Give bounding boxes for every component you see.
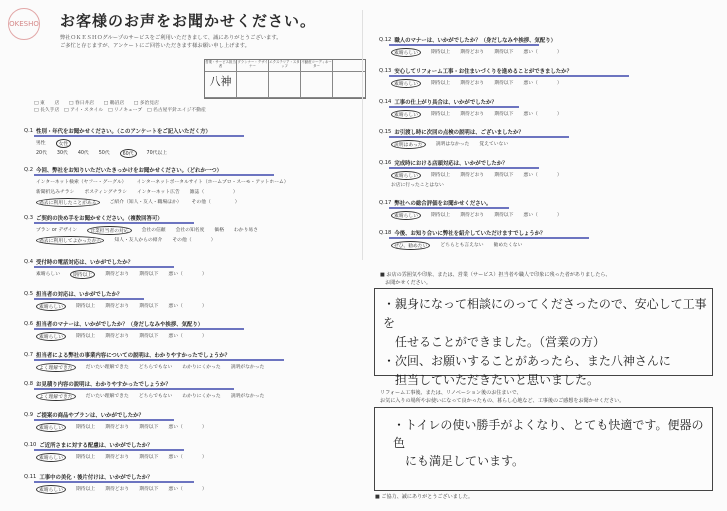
question-highlight	[34, 266, 174, 268]
answer-option[interactable]: 期待どおり	[105, 304, 130, 309]
answer-option[interactable]: 素晴らしい	[391, 79, 421, 88]
comment-line: ・トイレの使い勝手がよくなり、とても快適です。便器の色	[393, 418, 704, 450]
answer-option[interactable]: どちらでもない	[138, 394, 173, 399]
question-text: 工事中の美化・後片付けは、いかがでしたか？	[39, 475, 153, 481]
question	[24, 380, 171, 388]
question-highlight	[389, 207, 509, 209]
comment-line: にも満足しています。	[393, 454, 525, 468]
answer-option[interactable]: 期待以下	[139, 272, 159, 277]
answer-option[interactable]: 悪い（ ）	[168, 304, 207, 309]
answer-option[interactable]: 素晴らしい	[36, 423, 66, 432]
question-number: Q.9	[24, 412, 34, 418]
answer-option[interactable]: 悪い（ ）	[168, 455, 207, 460]
answer-option[interactable]: わかりにくかった	[182, 365, 221, 370]
answer-option[interactable]: 期待どおり	[105, 272, 130, 277]
answer-option[interactable]: 期待以上	[76, 425, 96, 430]
answer-option[interactable]: 期待以下	[139, 455, 159, 460]
answer-option[interactable]: 説明がなかった	[230, 365, 265, 370]
answer-option[interactable]: インターネットポータルサイト（ホームプロ・スーモ・アットホーム）	[136, 180, 289, 185]
answer-options	[391, 140, 508, 149]
question-highlight	[34, 135, 244, 137]
answer-option[interactable]: わかりにくかった	[182, 394, 221, 399]
staff-table	[204, 59, 366, 99]
comment-text-1	[383, 295, 711, 390]
answer-option[interactable]: 期待どおり	[460, 50, 485, 55]
question-highlight	[34, 388, 234, 390]
answer-option[interactable]: 20代	[36, 151, 47, 156]
answer-options	[36, 363, 264, 372]
staff-header: 不動産コーディネーター	[301, 60, 333, 72]
question-highlight	[34, 481, 194, 483]
intro-text	[60, 34, 350, 50]
answer-option[interactable]: 40代	[77, 151, 89, 156]
answer-option[interactable]: 素晴らしい	[391, 171, 421, 180]
question-number: Q.8	[24, 381, 34, 387]
question	[379, 229, 545, 237]
question-number: Q.10	[24, 442, 37, 448]
staff-header: エクステリア・スタッフ	[269, 60, 301, 72]
company-stamp	[8, 8, 40, 40]
answer-option[interactable]: よく理解できた	[36, 392, 76, 401]
answer-option[interactable]: 雑誌（ ）	[189, 190, 238, 195]
staff-cell	[237, 72, 269, 98]
question	[379, 67, 572, 75]
staff-header: 営業・サービス担当者	[205, 60, 237, 72]
answer-option[interactable]: 知人・友人からの紹介	[114, 238, 163, 243]
question-text: 担当者のマナーは、いかがでしたか？（身だしなみや挨拶、気配り）	[36, 322, 204, 328]
question	[379, 98, 497, 106]
answer-option[interactable]: ご紹介（知人・友人・職場ほか）	[109, 200, 182, 205]
answer-option[interactable]: 悪い（ ）	[523, 173, 562, 178]
answer-option[interactable]: 30代	[56, 151, 68, 156]
answer-options	[391, 171, 562, 180]
upper-note-line: お聞かせください。	[380, 280, 431, 286]
checklist-line: □ 長久手店 □ アイ・スタイル □ リノキューブ □ 名古屋平針エイジ不動産	[34, 108, 206, 113]
answer-option[interactable]: 期待以上	[76, 304, 96, 309]
answer-option[interactable]: 素晴らしい	[36, 302, 66, 311]
answer-option[interactable]: 価格	[214, 228, 224, 233]
answer-option[interactable]: 期待以上	[76, 334, 96, 339]
answer-option[interactable]: 期待以上	[76, 455, 96, 460]
answer-option[interactable]: 期待どおり	[105, 487, 130, 492]
answer-options	[391, 48, 562, 57]
question-highlight	[389, 136, 569, 138]
answer-option[interactable]: 素晴らしい	[391, 211, 421, 220]
column-divider	[362, 10, 363, 260]
answer-option[interactable]: 素晴らしい	[36, 453, 66, 462]
question-number: Q.11	[24, 474, 37, 480]
answer-option[interactable]: 悪い（ ）	[168, 334, 207, 339]
answer-option[interactable]: 悪い（ ）	[523, 50, 562, 55]
question-highlight	[389, 106, 519, 108]
question-highlight	[389, 237, 589, 239]
answer-option[interactable]: 悪い（ ）	[523, 213, 562, 218]
answer-option[interactable]: 期待以上	[431, 213, 451, 218]
answer-options	[36, 139, 71, 148]
answer-option[interactable]: 覚えていない	[479, 142, 509, 147]
answer-options	[36, 302, 207, 311]
question-number: Q.13	[379, 68, 392, 74]
question	[379, 36, 556, 44]
staff-signature: 八神	[205, 72, 237, 98]
answer-option[interactable]: 期待以下	[494, 81, 514, 86]
answer-option[interactable]: 悪い（ ）	[168, 487, 207, 492]
answer-option[interactable]: 期待どおり	[105, 425, 130, 430]
answer-option[interactable]: 期待以下	[139, 425, 159, 430]
answer-option[interactable]: 期待以下	[139, 304, 159, 309]
question-text: 受付時の電話対応は、いかがでしたか？	[36, 260, 134, 266]
answer-option[interactable]: わかり易さ	[234, 228, 258, 233]
question	[24, 411, 144, 419]
question	[24, 166, 222, 174]
answer-option[interactable]: だいたい理解できた	[85, 394, 129, 399]
question-highlight	[34, 174, 274, 176]
comment-line: 任せることができました。（営業の方）	[383, 335, 606, 349]
answer-option[interactable]: 期待以上	[431, 81, 451, 86]
answer-option[interactable]: 期待以上	[431, 50, 451, 55]
answer-option[interactable]: 説明はなかった	[435, 142, 470, 147]
answer-option[interactable]: その他（ ）	[172, 238, 216, 243]
lower-note	[380, 389, 715, 405]
answer-option[interactable]: 期待どおり	[105, 334, 130, 339]
question-number: Q.17	[379, 200, 392, 206]
upper-note	[380, 271, 715, 287]
answer-options	[36, 149, 167, 158]
answer-option[interactable]: 営業担当者の対応	[87, 226, 131, 235]
intro-line: 弊社ＯＫＥＳＨＯグループのサービスをご利用いただきまして、誠にありがとうございます。	[60, 35, 282, 41]
comment-line: ・親身になって相談にのってくださったので、安心して工事を	[383, 297, 707, 330]
question-highlight	[34, 449, 184, 451]
question-text: ご近所さまに対する配慮は、いかがでしたか？	[39, 443, 153, 449]
question-highlight	[34, 328, 244, 330]
question-text: 性別・年代をお聞かせください。（このアンケートをご記入いただく方）	[36, 129, 211, 135]
answer-option[interactable]: 期待以上	[431, 173, 451, 178]
question	[24, 214, 163, 222]
answer-option[interactable]: よく理解できた	[36, 363, 76, 372]
question-highlight	[389, 75, 629, 77]
answer-option[interactable]: 期待どおり	[460, 173, 485, 178]
question-number: Q.15	[379, 129, 392, 135]
answer-options	[391, 79, 562, 88]
answer-option[interactable]: 50代	[98, 151, 110, 156]
answer-option[interactable]: インターネット検索（ヤフー・グーグル）	[36, 180, 127, 185]
answer-option[interactable]: だいたい理解できた	[85, 365, 129, 370]
store-checklist	[34, 100, 214, 114]
answer-option[interactable]: 素晴らしい	[391, 48, 421, 57]
answer-option[interactable]: 期待以上	[70, 270, 95, 279]
question-number: Q.6	[24, 321, 34, 327]
staff-cell	[301, 72, 333, 98]
answer-option[interactable]: 期待以上	[431, 112, 451, 117]
stamp-text: OKESHO	[9, 20, 39, 28]
answer-options	[36, 423, 207, 432]
question-number: Q.4	[24, 259, 34, 265]
answer-options	[36, 188, 238, 195]
checklist-line: □ 東 店 □ 春日井店 □ 鵜沼店 □ 多治見店	[34, 101, 159, 106]
answer-option[interactable]: 悪い（ ）	[523, 81, 562, 86]
answer-options	[36, 270, 207, 279]
answer-option[interactable]: 期待以下	[494, 112, 514, 117]
question-number: Q.7	[24, 352, 34, 358]
question	[379, 199, 491, 207]
answer-options	[36, 178, 289, 185]
question-text: お引渡し時に次回の点検の説明は、ございましたか？	[394, 130, 524, 136]
question-text: ご提案の商品やプランは、いかがでしたか？	[36, 413, 144, 419]
answer-options	[391, 211, 562, 220]
answer-option[interactable]: ぜひ、勧めたい	[391, 241, 430, 250]
question-number: Q.14	[379, 99, 392, 105]
answer-option[interactable]: 期待以下	[494, 173, 514, 178]
question-number: Q.1	[24, 128, 34, 134]
answer-options	[36, 453, 207, 462]
question	[24, 351, 230, 359]
comment-line: 担当していただきたいと思いました。	[383, 373, 600, 387]
question	[379, 159, 508, 167]
answer-option[interactable]: 期待以上	[76, 487, 96, 492]
question-text: 職人のマナーは、いかがでしたか？（身だしなみや挨拶、気配り）	[394, 38, 557, 44]
question-text: 工事の仕上がり具合は、いかがでしたか？	[394, 100, 497, 106]
question	[24, 441, 153, 449]
question-text: 今後、お知り合いに弊社を紹介していただけますでしょうか？	[394, 231, 546, 237]
answer-option[interactable]: 男性	[36, 141, 46, 146]
answer-option[interactable]: その他（ ）	[191, 200, 240, 205]
question-text: 担当者の対応は、いかがでしたか？	[36, 292, 123, 298]
answer-option[interactable]: インターネット広告	[137, 190, 180, 195]
answer-option[interactable]: 素晴らしい	[36, 485, 66, 494]
page-title: お客様のお声をお聞かせください。	[60, 12, 317, 30]
answer-option[interactable]: 期待どおり	[460, 112, 485, 117]
question-text: 安心してリフォーム工事・お住まいづくりを進めることができましたか？	[394, 69, 572, 75]
question	[24, 473, 153, 481]
comment-box-1	[374, 288, 713, 387]
comment-box-2	[374, 407, 713, 491]
answer-option[interactable]: 女性	[56, 139, 72, 148]
answer-options	[36, 226, 258, 235]
answer-option[interactable]: 素晴らしい	[36, 272, 60, 277]
question-number: Q.16	[379, 160, 392, 166]
answer-option[interactable]: 新聞折込みチラシ	[36, 190, 75, 195]
thanks-note: ■ ご協力、誠にありがとうございました。	[375, 494, 474, 500]
question-number: Q.2	[24, 167, 34, 173]
answer-options	[36, 392, 264, 401]
answer-option[interactable]: 素晴らしい	[391, 110, 421, 119]
answer-options	[36, 485, 207, 494]
intro-line: ご多忙と存じますが、アンケートにご回答いただきます様お願い申し上げます。	[60, 43, 250, 49]
answer-option[interactable]: 60代	[120, 149, 137, 158]
answer-options	[36, 198, 240, 207]
answer-options	[391, 110, 562, 119]
answer-option[interactable]: 期待以下	[139, 334, 159, 339]
answer-options	[36, 332, 207, 341]
answer-option[interactable]: 悪い（ ）	[168, 425, 207, 430]
upper-note-line: ■ お店の雰囲気や印象、または、営業（サービス）担当者や職人で印象に残った者がありましたら、	[380, 272, 611, 278]
question-number: Q.3	[24, 215, 34, 221]
question	[24, 320, 203, 328]
staff-cell	[333, 72, 365, 98]
question-highlight	[34, 359, 284, 361]
staff-header: プランナー・デザイナー	[237, 60, 269, 72]
lower-note-line: お気に入りの場所やお使いになって良かったもの、暮らし心地など、工事後のご感想をお聞かせください。	[380, 398, 625, 404]
answer-option[interactable]: 期待以下	[139, 487, 159, 492]
answer-option[interactable]: お店に行ったことはない	[391, 183, 444, 188]
answer-option[interactable]: 説明はあった	[391, 140, 426, 149]
comment-text-2	[393, 416, 713, 470]
answer-option[interactable]: 期待どおり	[460, 213, 485, 218]
question-highlight	[389, 44, 539, 46]
staff-cell	[269, 72, 301, 98]
answer-options	[36, 236, 216, 245]
question-number: Q.5	[24, 291, 34, 297]
answer-option[interactable]: 悪い（ ）	[523, 112, 562, 117]
question	[24, 290, 122, 298]
answer-option[interactable]: プラン or デザイン	[36, 228, 78, 233]
answer-option[interactable]: 期待以下	[494, 213, 514, 218]
question-text: 完成時における店頭対応は、いかがでしたか？	[394, 161, 508, 167]
staff-header	[333, 60, 365, 72]
question-number: Q.18	[379, 230, 392, 236]
answer-option[interactable]: 期待以下	[494, 50, 514, 55]
answer-option[interactable]: 悪い（ ）	[168, 272, 207, 277]
question-highlight	[34, 222, 194, 224]
answer-option[interactable]: 会社の信頼	[141, 228, 166, 233]
answer-option[interactable]: 70代以上	[146, 151, 168, 156]
answer-options	[391, 181, 444, 188]
comment-line: ・次回、お願いすることがあったら、また八神さんに	[383, 354, 671, 368]
question-highlight	[34, 419, 174, 421]
question	[379, 128, 524, 136]
answer-option[interactable]: 勧めたくない	[493, 243, 523, 248]
lower-note-line: リフォーム工事後、または、リノベーション後のお住まいで、	[380, 390, 522, 396]
answer-option[interactable]: ポスティングチラシ	[84, 190, 127, 195]
question	[24, 258, 133, 266]
question-text: 今回、弊社をお知りいただいたきっかけをお聞かせください。（どれか一つ）	[36, 168, 223, 174]
question-highlight	[34, 298, 144, 300]
question-text: ご契約の決め手をお聞かせください。（複数回答可）	[36, 216, 163, 222]
answer-option[interactable]: 説明がなかった	[230, 394, 265, 399]
answer-options	[391, 241, 522, 250]
answer-option[interactable]: 会社の知名度	[175, 228, 205, 233]
question-highlight	[389, 167, 539, 169]
question-text: 弊社への総合評価をお聞かせください。	[394, 201, 492, 207]
answer-option[interactable]: どちらとも言えない	[440, 243, 484, 248]
answer-option[interactable]: 期待どおり	[460, 81, 485, 86]
question-text: お見積り内容の説明は、わかりやすかったでしょうか？	[36, 382, 171, 388]
question-text: 担当者による弊社の事業内容についての説明は、わかりやすかったでしょうか？	[36, 353, 231, 359]
answer-option[interactable]: 期待どおり	[105, 455, 130, 460]
answer-option[interactable]: 素晴らしい	[36, 332, 66, 341]
question-number: Q.12	[379, 37, 392, 43]
answer-option[interactable]: 過去に利用したことがある	[36, 198, 100, 207]
answer-option[interactable]: 過去に利用してよかったから	[36, 236, 104, 245]
question	[24, 127, 211, 135]
answer-option[interactable]: どちらでもない	[138, 365, 173, 370]
